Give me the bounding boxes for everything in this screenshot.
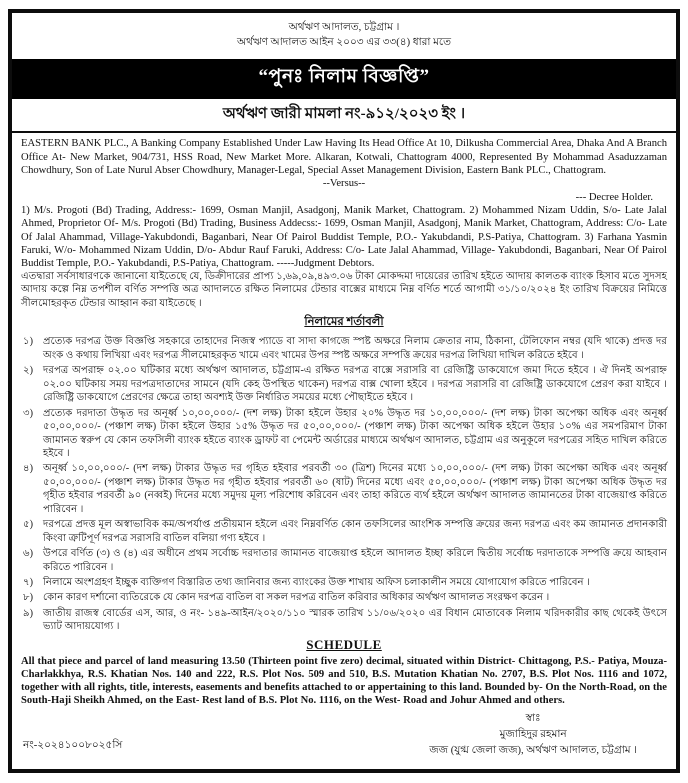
law-section-reference: অর্থঋণ আদালত আইন ২০০৩ এর ৩৩(৪) ধারা মতে [237,37,451,49]
case-number-line: অর্থঋণ জারী মামলা নং-৯১২/২০২৩ ইং । [12,99,676,133]
term-text: প্রত্যেক দরদাতা উদ্ধৃত দর অনূর্ধ্ব ১০,০০,০০০/- (দশ লক্ষ) টাকা হইলে উহার ২০% উদ্ধৃত দর ১০,০০,০০০/- (দশ লক্ষ) টাকা অপেক্ষা অধিক এবং অনূর্ধ্ব ৫০,০০,০০০/- (পঞ্চাশ লক্ষ) টাকা হইলে উহার ১৫% উদ্ধৃত দর ৫০,০০,০০০/- (পঞ্চাশ লক্ষ) টাকা অপেক্ষা অধিক হইলে উহার ১০% এর সমপরিমাণ টাকা জামানত স্বরুপ যে কোন তফসিলী ব্যাংক হইতে ব্যাংক ড্রাফট বা পেমেন্ট অর্ডারের মাধ্যমে অর্থঋণ আদালত, চট্টগ্রাম এর অনুকূলে দরপত্রের সহিত দাখিল করিতে হইবে । [43,407,667,459]
document-header [12,13,676,54]
document-border-frame [8,9,680,773]
court-name: অর্থঋণ আদালত, চট্টগ্রাম । [288,22,400,33]
term-item-9 [21,607,667,634]
term-number: ২) [23,365,34,377]
term-number: ৫) [23,519,34,531]
term-text: নিলামে অংশগ্রহণ ইচ্ছুক ব্যক্তিগণ বিস্তারিত তথ্য জানিবার জন্য ব্যাংকের উক্ত শাখায় অফিস চলাকালীন সময়ে যোগাযোগ করিতে পারিবেন । [43,577,590,589]
signature-block [429,711,637,758]
decree-holder-label: --- Decree Holder. [575,191,653,203]
term-text: দরপত্র অপরাহ্ন ০২.০০ ঘটিকার মধ্যে অর্থঋণ আদালত, চট্টগ্রাম-এ রক্ষিত দরপত্র বাক্সে সরাসরি বা রেজিষ্ট্রি ডাকযোগে জমা দিতে হইবে । ঐ দিনই অপরাহ্ন ০২.০০ ঘটিকায় সময় দরপত্রদাতাদের সামনে (যদি কেহ উপস্থিত থাকেন) দরপত্র বাক্স খোলা হইবে । দরপত্র সরাসরি বা রেজিষ্ট্রি ডাকযোগে প্রেরণ করা যাইবে । রেজিষ্ট্রি ডাকযোগে প্রেরণের ক্ষেত্রে তাহা অবশ্যই উক্ত নির্ধারিত সময়ের মধ্যে পৌছাইতে হইবে । [43,365,667,404]
notice-title: “পুনঃ নিলাম বিজ্ঞপ্তি” [258,66,430,88]
term-item-8 [21,591,667,604]
terms-heading: নিলামের শর্তাবলী [304,316,384,329]
term-item-6 [21,547,667,574]
term-number: ৯) [23,607,34,619]
notice-title-bar [12,59,676,99]
judgment-debtors-paragraph: 1) M/s. Progoti (Bd) Trading, Address:- 1699, Osman Manjil, Asadgonj, Manik Market, Chattogram. 2) Mohammed Nizam Uddin, S/o- Late Jalal Ahmed, Proprietor Of- M/s. Progoti (Bd) Trading, Business Addecss:- 1699, Osman Manjil, Asadgonj, Manik Market, Chattogram, Address: C/o- Late Of Jalal Ahammad, Village-Yakubdondi, Baganbari, Near Of Pairol Buddist Temple, P.O.- Yakubdandi, P.S-Patiya, Chattogram. 3) Farhana Yasmin Faruki, W/o- Mohammed Nizam Uddin, D/o- Abdur Rauf Faruki, Address: C/o- Late Jalal Ahammad, Village- Yakubdondi, Baganbari, Near Of Pairol Buddist Temple, P.O.- Yakubdandi, P.S-Patiya, Chattogram. -----Judgment Debtors. [21,205,667,269]
schedule-paragraph: All that piece and parcel of land measuring 13.50 (Thirteen point five zero) decimal, situated within District- Chittagong, P.S.- Patiya, Mouza- Charlakkhya, R.S. Khatian Nos. 140 and 222, R.S. Plot Nos. 509 and 510, B.S. Mutation Khatian No. 2707, B.S. Plot Nos. 1116 and 1072, together with all rights, title, interests, easements and benefits attached to or appertaining to this land. Bounded by- On the North-Road, on the South-Haji Sheikh Ahmed, on the East- Rest land of B.S. Plot No. 1116, on the West- Road and Johur Ahmed and others. [21,655,667,707]
term-text: কোন কারণ দর্শানো ব্যতিরেকে যে কোন দরপত্র বাতিল বা সকল দরপত্র বাতিল করিবার অধিকার অর্থঋণ আদালত সংরক্ষণ করেন । [43,592,550,604]
term-text: উপরে বর্ণিত (৩) ও (৪) এর অধীনে প্রথম সর্বোচ্চ দরদাতার জামানত বাজেয়াপ্ত হইলে আদালত ইচ্ছা করিলে দ্বিতীয় সর্বোচ্চ দরদাতাকে সম্পত্তি ক্রয়ে আহবান করিতে পারিবেন । [43,548,667,573]
term-text: জাতীয় রাজস্ব বোর্ডের এস, আর, ও নং- ১৪৯-আইন/২০২০/১১০ স্মারক তারিখ ১১/০৬/২০২০ এর বিধান মোতাবেক নিলাম খরিদকারীর কাছ থেকেই উৎসে ভ্যাট আদায়যোগ্য । [43,607,667,633]
term-number: ৮) [23,592,34,604]
auction-intro-paragraph: এতদ্বারা সর্বসাধারণকে জানানো যাইতেছে যে, ডিক্রীদারের প্রাপ্য ১,৬৯,০৯,৪৯৩.০৬ টাকা মোকদ্দমা দায়েরের তারিখ হইতে আদায় কালতক ব্যাংক হিসাব মতে সুদসহ আদায় কল্পে নিম্ন তপশীল বর্ণিত সম্পত্তি অত্র আদালতে রক্ষিত নিলামের টেন্ডার বাক্সের মাধ্যমে নিম্ন বর্ণিত শর্তে আগামী ৩১/১০/২০২৪ ইং তারিখ বিক্রয়ের নিমিত্তে সীলমোহরকৃত টেন্ডার আহ্বান করা যাইতেছে । [21,270,667,309]
term-text: অনূর্ধ্ব ১০,০০,০০০/- (দশ লক্ষ) টাকার উদ্ধৃত দর গৃহিত হইবার পরবর্তী ৩০ (ত্রিশ) দিনের মধ্যে ১০,০০,০০০/- (দশ লক্ষ) টাকা অপেক্ষা অধিক এবং অনূর্ধ্ব ৫০,০০,০০০/- (পঞ্চাশ লক্ষ) টাকার উদ্ধৃত দর গৃহীত হইবার পরবর্তী ৬০ (ষাট) দিনের মধ্যে এবং ৫০,০০,০০০/- (পঞ্চাশ লক্ষ) টাকা অপেক্ষা অধিক উদ্ধৃত দর গৃহীত হইবার পরবর্তী ৯০ (নব্বই) দিনের মধ্যে সমুদয় মূল্য পরিশোধ করিবেন এবং তাহা করিতে ব্যর্থ হইলে অর্থঋণ আদালত জামানতের টাকা বাজেয়াপ্ত করিতে পারিবেন । [43,463,667,515]
judge-title: জজ (যুগ্ম জেলা জজ), অর্থঋণ আদালত, চট্টগ্রাম । [429,744,637,756]
term-number: ৪) [23,463,34,475]
term-item-4 [21,462,667,516]
decree-holder-paragraph: EASTERN BANK PLC., A Banking Company Established Under Law Having Its Head Office At 10, Dilkusha Commercial Area, Dhaka And A Branch Office At- New Market, 904/731, HSS Road, New Market More. Alkaran, Kotwali, Chattogram 4000, Represented By Mohammad Asaduzzaman Chowdhury, Son of Late Nurul Abser Chowdhury, Manager-Legal, Special Asset Management Division, Eastern Bank PLC., Chattogram. [21,138,667,176]
signature-mark: স্বাঃ [525,713,541,725]
document-body [12,133,676,768]
term-text: দরপত্রে প্রদত্ত মূল অস্বাভাবিক কম/অপর্যাপ্ত প্রতীয়মান হইলে এবং নিম্নবর্ণিত কোন তফসিলের আংশিক সম্পত্তি ক্রয়ের জন্য দরপত্র এবং কম জামানত প্রদানকারী কিংবা ত্রুটিপূর্ণ দরপত্র সরাসরি বাতিল বলিয়া গণ্য হইবে । [43,519,667,544]
term-number: ১) [23,336,34,348]
judge-name: মুজাহিদুর রহমান [499,729,567,741]
term-number: ৬) [23,548,34,560]
reference-number: নং-২০২৪১০০৮০২৫সি [23,739,123,751]
versus-label: --Versus-- [322,177,366,189]
term-number: ৭) [23,577,34,589]
term-item-3 [21,407,667,461]
term-item-5 [21,518,667,545]
document-footer [21,711,667,762]
term-item-2 [21,364,667,404]
terms-list [21,335,667,634]
term-item-1 [21,335,667,362]
term-item-7 [21,576,667,589]
schedule-heading: SCHEDULE [306,636,382,652]
term-number: ৩) [23,407,34,419]
term-text: প্রত্যেক দরপত্র উক্ত বিজ্ঞপ্তি সহকারে তাহাদের নিজস্ব প্যাডে বা সাদা কাগজে স্পষ্ট অক্ষরে নিলাম ক্রেতার নাম, ঠিকানা, টেলিফোন নম্বর (যদি থাকে) প্রদত্ত দর অংক ও কথায় লিখিয়া এবং দরপত্র সীলমোহরকৃত খামে এবং খামের উপর স্পষ্ট অক্ষরে সম্পত্তি ক্রয়ের দরপত্র লিখিয়া দাখিল করিতে হইবে । [43,336,667,361]
